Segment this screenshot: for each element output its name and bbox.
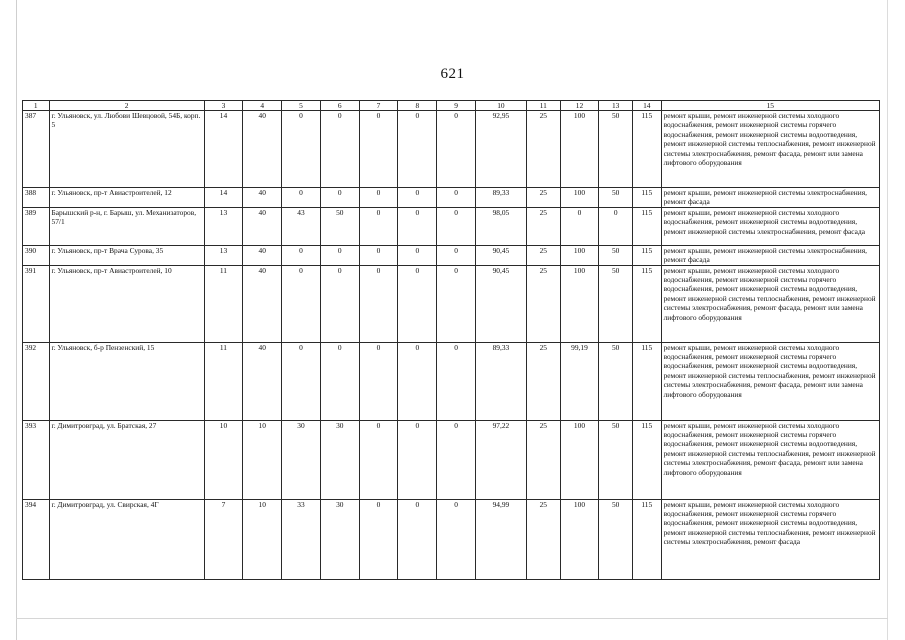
- value-cell: 115: [633, 420, 662, 499]
- row-number-cell: 392: [23, 342, 50, 420]
- address-cell: г. Ульяновск, пр-т Авиастроителей, 12: [49, 188, 204, 208]
- value-cell: 43: [282, 207, 321, 245]
- value-cell: 50: [599, 342, 633, 420]
- scan-edge-left: [16, 0, 17, 640]
- data-table: [22, 100, 880, 580]
- value-cell: 0: [320, 111, 359, 188]
- table-row: [23, 188, 880, 208]
- row-number-cell: 388: [23, 188, 50, 208]
- value-cell: 13: [204, 245, 243, 265]
- value-cell: 97,22: [475, 420, 526, 499]
- value-cell: 100: [560, 420, 599, 499]
- value-cell: 100: [560, 188, 599, 208]
- value-cell: 50: [599, 420, 633, 499]
- address-cell: г. Ульяновск, пр-т Авиастроителей, 10: [49, 265, 204, 342]
- value-cell: 25: [526, 420, 560, 499]
- column-header: 9: [437, 101, 476, 111]
- value-cell: 30: [320, 420, 359, 499]
- works-cell: ремонт крыши, ремонт инженерной системы электроснабжения, ремонт фасада: [661, 245, 879, 265]
- table-row: [23, 499, 880, 579]
- row-number-cell: 387: [23, 111, 50, 188]
- value-cell: 0: [437, 245, 476, 265]
- value-cell: 25: [526, 342, 560, 420]
- value-cell: 11: [204, 342, 243, 420]
- value-cell: 40: [243, 342, 282, 420]
- value-cell: 25: [526, 499, 560, 579]
- value-cell: 115: [633, 207, 662, 245]
- value-cell: 40: [243, 245, 282, 265]
- value-cell: 0: [359, 499, 398, 579]
- row-number-cell: 394: [23, 499, 50, 579]
- address-cell: г. Ульяновск, пр-т Врача Сурова, 35: [49, 245, 204, 265]
- table-row: [23, 207, 880, 245]
- value-cell: 13: [204, 207, 243, 245]
- value-cell: 0: [359, 188, 398, 208]
- column-header: 3: [204, 101, 243, 111]
- value-cell: 25: [526, 111, 560, 188]
- value-cell: 0: [599, 207, 633, 245]
- value-cell: 25: [526, 265, 560, 342]
- value-cell: 0: [398, 420, 437, 499]
- value-cell: 115: [633, 342, 662, 420]
- column-header: 8: [398, 101, 437, 111]
- value-cell: 50: [599, 111, 633, 188]
- address-cell: г. Ульяновск, ул. Любови Шевцовой, 54Б, корп. 5: [49, 111, 204, 188]
- column-header: 5: [282, 101, 321, 111]
- value-cell: 0: [437, 342, 476, 420]
- page-number: 621: [440, 66, 465, 82]
- scan-edge-bottom: [16, 618, 888, 619]
- value-cell: 100: [560, 499, 599, 579]
- value-cell: 0: [359, 420, 398, 499]
- row-number-cell: 389: [23, 207, 50, 245]
- table-row: [23, 265, 880, 342]
- value-cell: 40: [243, 207, 282, 245]
- table-row: [23, 111, 880, 188]
- value-cell: 0: [437, 111, 476, 188]
- row-number-cell: 393: [23, 420, 50, 499]
- row-number-cell: 391: [23, 265, 50, 342]
- value-cell: 0: [282, 245, 321, 265]
- value-cell: 50: [599, 188, 633, 208]
- column-header: 1: [23, 101, 50, 111]
- works-cell: ремонт крыши, ремонт инженерной системы холодного водоснабжения, ремонт инженерной системы горячего водоснабжения, ремонт инженерной системы водоотведения, ремонт инженерной системы теплоснабжения, ремонт инженерной системы электроснабжения, ремонт фасада, ремонт или замена лифтового оборудования: [661, 111, 879, 188]
- works-cell: ремонт крыши, ремонт инженерной системы холодного водоснабжения, ремонт инженерной системы водоотведения, ремонт инженерной системы электроснабжения, ремонт фасада: [661, 207, 879, 245]
- value-cell: 10: [243, 420, 282, 499]
- value-cell: 0: [398, 499, 437, 579]
- column-header: 10: [475, 101, 526, 111]
- table-row: [23, 245, 880, 265]
- value-cell: 33: [282, 499, 321, 579]
- address-cell: г. Димитровград, ул. Свирская, 4Г: [49, 499, 204, 579]
- scan-edge-right: [887, 0, 888, 640]
- column-header: 11: [526, 101, 560, 111]
- column-header: 12: [560, 101, 599, 111]
- value-cell: 115: [633, 265, 662, 342]
- column-header: 2: [49, 101, 204, 111]
- works-cell: ремонт крыши, ремонт инженерной системы холодного водоснабжения, ремонт инженерной системы горячего водоснабжения, ремонт инженерной системы водоотведения, ремонт инженерной системы теплоснабжения, ремонт инженерной системы электроснабжения, ремонт фасада, ремонт или замена лифтового оборудования: [661, 420, 879, 499]
- value-cell: 0: [437, 420, 476, 499]
- value-cell: 0: [398, 245, 437, 265]
- value-cell: 50: [599, 265, 633, 342]
- table-row: [23, 420, 880, 499]
- value-cell: 40: [243, 111, 282, 188]
- value-cell: 0: [282, 342, 321, 420]
- value-cell: 0: [359, 245, 398, 265]
- value-cell: 100: [560, 245, 599, 265]
- value-cell: 0: [320, 342, 359, 420]
- value-cell: 0: [359, 111, 398, 188]
- value-cell: 90,45: [475, 245, 526, 265]
- value-cell: 0: [437, 207, 476, 245]
- value-cell: 0: [398, 342, 437, 420]
- value-cell: 0: [320, 265, 359, 342]
- works-cell: ремонт крыши, ремонт инженерной системы холодного водоснабжения, ремонт инженерной системы горячего водоснабжения, ремонт инженерной системы водоотведения, ремонт инженерной системы теплоснабжения, ремонт инженерной системы электроснабжения, ремонт фасада: [661, 499, 879, 579]
- column-header: 6: [320, 101, 359, 111]
- column-header: 7: [359, 101, 398, 111]
- column-header: 13: [599, 101, 633, 111]
- works-cell: ремонт крыши, ремонт инженерной системы холодного водоснабжения, ремонт инженерной системы горячего водоснабжения, ремонт инженерной системы водоотведения, ремонт инженерной системы теплоснабжения, ремонт инженерной системы электроснабжения, ремонт фасада, ремонт или замена лифтового оборудования: [661, 265, 879, 342]
- table-row: [23, 342, 880, 420]
- works-cell: ремонт крыши, ремонт инженерной системы электроснабжения, ремонт фасада: [661, 188, 879, 208]
- value-cell: 0: [398, 188, 437, 208]
- header-row: [23, 101, 880, 111]
- value-cell: 98,05: [475, 207, 526, 245]
- value-cell: 0: [398, 265, 437, 342]
- value-cell: 90,45: [475, 265, 526, 342]
- value-cell: 115: [633, 111, 662, 188]
- value-cell: 30: [282, 420, 321, 499]
- value-cell: 0: [359, 207, 398, 245]
- value-cell: 0: [359, 265, 398, 342]
- value-cell: 100: [560, 265, 599, 342]
- value-cell: 115: [633, 245, 662, 265]
- address-cell: Барышский р-н, г. Барыш, ул. Механизаторов, 57/1: [49, 207, 204, 245]
- column-header: 4: [243, 101, 282, 111]
- value-cell: 30: [320, 499, 359, 579]
- value-cell: 0: [282, 265, 321, 342]
- value-cell: 0: [437, 188, 476, 208]
- value-cell: 25: [526, 207, 560, 245]
- value-cell: 7: [204, 499, 243, 579]
- value-cell: 11: [204, 265, 243, 342]
- row-number-cell: 390: [23, 245, 50, 265]
- value-cell: 50: [320, 207, 359, 245]
- value-cell: 40: [243, 188, 282, 208]
- value-cell: 94,99: [475, 499, 526, 579]
- column-header: 15: [661, 101, 879, 111]
- value-cell: 25: [526, 188, 560, 208]
- value-cell: 92,95: [475, 111, 526, 188]
- value-cell: 0: [437, 499, 476, 579]
- value-cell: 0: [398, 111, 437, 188]
- value-cell: 10: [204, 420, 243, 499]
- value-cell: 0: [437, 265, 476, 342]
- value-cell: 115: [633, 499, 662, 579]
- value-cell: 0: [320, 245, 359, 265]
- value-cell: 40: [243, 265, 282, 342]
- value-cell: 115: [633, 188, 662, 208]
- address-cell: г. Димитровград, ул. Братская, 27: [49, 420, 204, 499]
- works-cell: ремонт крыши, ремонт инженерной системы холодного водоснабжения, ремонт инженерной системы горячего водоснабжения, ремонт инженерной системы водоотведения, ремонт инженерной системы теплоснабжения, ремонт инженерной системы электроснабжения, ремонт фасада, ремонт или замена лифтового оборудования: [661, 342, 879, 420]
- value-cell: 100: [560, 111, 599, 188]
- value-cell: 99,19: [560, 342, 599, 420]
- value-cell: 0: [398, 207, 437, 245]
- value-cell: 89,33: [475, 342, 526, 420]
- value-cell: 14: [204, 188, 243, 208]
- value-cell: 50: [599, 499, 633, 579]
- value-cell: 50: [599, 245, 633, 265]
- value-cell: 0: [359, 342, 398, 420]
- column-header: 14: [633, 101, 662, 111]
- value-cell: 10: [243, 499, 282, 579]
- value-cell: 0: [320, 188, 359, 208]
- value-cell: 0: [560, 207, 599, 245]
- value-cell: 0: [282, 188, 321, 208]
- value-cell: 89,33: [475, 188, 526, 208]
- value-cell: 0: [282, 111, 321, 188]
- value-cell: 25: [526, 245, 560, 265]
- value-cell: 14: [204, 111, 243, 188]
- address-cell: г. Ульяновск, б-р Пензенский, 15: [49, 342, 204, 420]
